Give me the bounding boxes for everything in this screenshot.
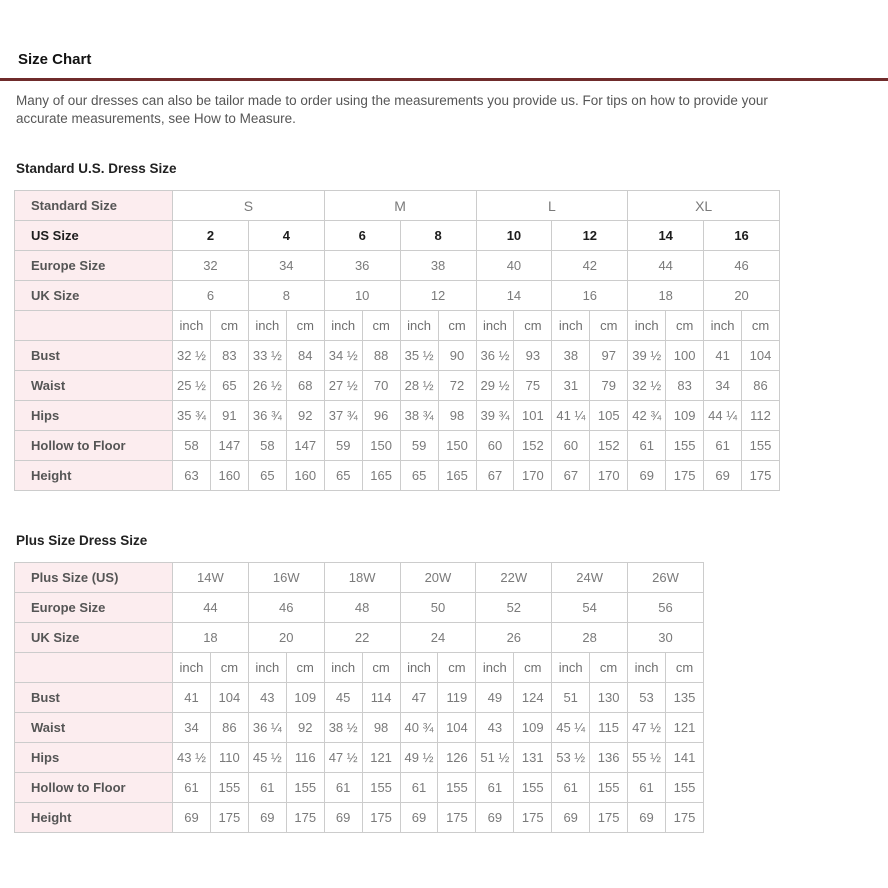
- size-value-cell: 2: [173, 221, 249, 251]
- measure-value-cell: 61: [476, 773, 514, 803]
- measure-value-cell: 47 ½: [628, 713, 666, 743]
- size-value-cell: 16W: [248, 563, 324, 593]
- unit-cell: cm: [514, 311, 552, 341]
- measure-value-cell: 91: [210, 401, 248, 431]
- unit-cell: inch: [324, 311, 362, 341]
- size-value-cell: 12: [552, 221, 628, 251]
- row-label-cell: Waist: [15, 371, 173, 401]
- measure-value-cell: 170: [514, 461, 552, 491]
- unit-cell: inch: [400, 311, 438, 341]
- size-value-cell: 38: [400, 251, 476, 281]
- measure-value-cell: 121: [665, 713, 703, 743]
- measure-value-cell: 155: [286, 773, 324, 803]
- measure-value-cell: 29 ½: [476, 371, 514, 401]
- measure-value-cell: 175: [286, 803, 324, 833]
- plus-table-heading: Plus Size Dress Size: [16, 533, 148, 548]
- unit-cell: inch: [324, 653, 362, 683]
- intro-line-1: Many of our dresses can also be tailor made to order using the measurements you provide us. For tips on how to provide your: [16, 93, 768, 108]
- measure-value-cell: 34: [173, 713, 211, 743]
- unit-cell: inch: [628, 653, 666, 683]
- measure-value-cell: 65: [400, 461, 438, 491]
- row-label-cell: Hollow to Floor: [15, 773, 173, 803]
- measure-value-cell: 45 ¼: [552, 713, 590, 743]
- size-value-cell: 44: [173, 593, 249, 623]
- measure-value-cell: 147: [286, 431, 324, 461]
- measure-value-cell: 38 ½: [324, 713, 362, 743]
- measure-value-cell: 58: [248, 431, 286, 461]
- unit-cell: cm: [665, 653, 703, 683]
- measure-value-cell: 84: [286, 341, 324, 371]
- row-label-cell: Height: [15, 803, 173, 833]
- unit-cell: cm: [362, 311, 400, 341]
- measure-value-cell: 34 ½: [324, 341, 362, 371]
- measure-value-cell: 147: [210, 431, 248, 461]
- size-value-cell: 20W: [400, 563, 476, 593]
- measure-value-cell: 28 ½: [400, 371, 438, 401]
- measure-value-cell: 70: [362, 371, 400, 401]
- measure-value-cell: 53: [628, 683, 666, 713]
- measure-value-cell: 61: [173, 773, 211, 803]
- size-row: [15, 623, 704, 653]
- standard-table-heading: Standard U.S. Dress Size: [16, 161, 177, 176]
- row-label-cell: Waist: [15, 713, 173, 743]
- measure-value-cell: 136: [590, 743, 628, 773]
- measure-value-cell: 150: [362, 431, 400, 461]
- measure-value-cell: 152: [590, 431, 628, 461]
- measure-value-cell: 51: [552, 683, 590, 713]
- measure-value-cell: 175: [742, 461, 780, 491]
- measure-row: [15, 773, 704, 803]
- measure-value-cell: 175: [590, 803, 628, 833]
- measure-value-cell: 175: [210, 803, 248, 833]
- measure-value-cell: 109: [286, 683, 324, 713]
- measure-value-cell: 40 ¾: [400, 713, 438, 743]
- row-label-cell: US Size: [15, 221, 173, 251]
- measure-value-cell: 61: [400, 773, 438, 803]
- measure-value-cell: 69: [400, 803, 438, 833]
- size-value-cell: 14: [476, 281, 552, 311]
- size-value-cell: 20: [704, 281, 780, 311]
- measure-value-cell: 39 ¾: [476, 401, 514, 431]
- size-value-cell: 30: [628, 623, 704, 653]
- unit-cell: cm: [362, 653, 400, 683]
- unit-cell: cm: [286, 311, 324, 341]
- unit-cell: cm: [590, 311, 628, 341]
- size-value-cell: 14: [628, 221, 704, 251]
- measure-row: [15, 683, 704, 713]
- measure-value-cell: 49: [476, 683, 514, 713]
- unit-cell: cm: [210, 653, 248, 683]
- measure-value-cell: 155: [514, 773, 552, 803]
- measure-value-cell: 37 ¾: [324, 401, 362, 431]
- measure-value-cell: 61: [324, 773, 362, 803]
- size-value-cell: 26: [476, 623, 552, 653]
- row-label-cell: Bust: [15, 341, 173, 371]
- measure-value-cell: 69: [704, 461, 742, 491]
- measure-value-cell: 130: [590, 683, 628, 713]
- measure-row: [15, 803, 704, 833]
- measure-value-cell: 114: [362, 683, 400, 713]
- size-value-cell: 12: [400, 281, 476, 311]
- size-group-cell: S: [173, 191, 325, 221]
- measure-value-cell: 175: [362, 803, 400, 833]
- size-value-cell: 14W: [173, 563, 249, 593]
- row-label-cell: Hips: [15, 743, 173, 773]
- unit-cell: cm: [210, 311, 248, 341]
- measure-value-cell: 61: [248, 773, 286, 803]
- measure-value-cell: 160: [210, 461, 248, 491]
- measure-value-cell: 86: [210, 713, 248, 743]
- size-row: [15, 281, 780, 311]
- measure-value-cell: 115: [590, 713, 628, 743]
- row-label-cell: UK Size: [15, 281, 173, 311]
- measure-value-cell: 152: [514, 431, 552, 461]
- measure-value-cell: 38 ¾: [400, 401, 438, 431]
- measure-value-cell: 41 ¼: [552, 401, 590, 431]
- measure-row: [15, 401, 780, 431]
- size-row: [15, 251, 780, 281]
- empty-label-cell: [15, 653, 173, 683]
- measure-value-cell: 155: [742, 431, 780, 461]
- measure-value-cell: 72: [438, 371, 476, 401]
- measure-row: [15, 371, 780, 401]
- unit-cell: inch: [476, 653, 514, 683]
- size-value-cell: 42: [552, 251, 628, 281]
- measure-row: [15, 743, 704, 773]
- measure-value-cell: 42 ¾: [628, 401, 666, 431]
- measure-value-cell: 79: [590, 371, 628, 401]
- measure-value-cell: 61: [552, 773, 590, 803]
- row-label-cell: Bust: [15, 683, 173, 713]
- measure-value-cell: 51 ½: [476, 743, 514, 773]
- measure-value-cell: 65: [248, 461, 286, 491]
- measure-value-cell: 98: [362, 713, 400, 743]
- measure-value-cell: 69: [248, 803, 286, 833]
- measure-value-cell: 59: [324, 431, 362, 461]
- measure-value-cell: 53 ½: [552, 743, 590, 773]
- measure-value-cell: 170: [590, 461, 628, 491]
- measure-value-cell: 83: [210, 341, 248, 371]
- size-value-cell: 48: [324, 593, 400, 623]
- measure-value-cell: 75: [514, 371, 552, 401]
- measure-value-cell: 41: [704, 341, 742, 371]
- unit-cell: inch: [400, 653, 438, 683]
- measure-value-cell: 65: [210, 371, 248, 401]
- measure-row: [15, 713, 704, 743]
- unit-cell: inch: [552, 653, 590, 683]
- measure-value-cell: 175: [514, 803, 552, 833]
- measure-value-cell: 27 ½: [324, 371, 362, 401]
- row-label-cell: Hollow to Floor: [15, 431, 173, 461]
- empty-label-cell: [15, 311, 173, 341]
- measure-value-cell: 47: [400, 683, 438, 713]
- size-value-cell: 26W: [628, 563, 704, 593]
- size-value-cell: 16: [552, 281, 628, 311]
- size-value-cell: 18: [173, 623, 249, 653]
- measure-row: [15, 431, 780, 461]
- measure-value-cell: 69: [552, 803, 590, 833]
- unit-cell: cm: [666, 311, 704, 341]
- unit-cell: inch: [552, 311, 590, 341]
- group-header-row: [15, 191, 780, 221]
- measure-value-cell: 69: [476, 803, 514, 833]
- measure-value-cell: 112: [742, 401, 780, 431]
- size-value-cell: 34: [248, 251, 324, 281]
- measure-value-cell: 96: [362, 401, 400, 431]
- measure-value-cell: 109: [666, 401, 704, 431]
- size-value-cell: 54: [552, 593, 628, 623]
- measure-value-cell: 45: [324, 683, 362, 713]
- measure-value-cell: 155: [438, 773, 476, 803]
- measure-value-cell: 38: [552, 341, 590, 371]
- size-value-cell: 10: [324, 281, 400, 311]
- measure-value-cell: 83: [666, 371, 704, 401]
- row-label-cell: Europe Size: [15, 251, 173, 281]
- measure-value-cell: 67: [476, 461, 514, 491]
- measure-value-cell: 31: [552, 371, 590, 401]
- size-row: [15, 221, 780, 251]
- measure-value-cell: 47 ½: [324, 743, 362, 773]
- measure-value-cell: 34: [704, 371, 742, 401]
- measure-value-cell: 69: [324, 803, 362, 833]
- unit-cell: cm: [286, 653, 324, 683]
- unit-cell: inch: [248, 311, 286, 341]
- size-value-cell: 10: [476, 221, 552, 251]
- measure-value-cell: 105: [590, 401, 628, 431]
- measure-value-cell: 119: [438, 683, 476, 713]
- row-label-cell: UK Size: [15, 623, 173, 653]
- row-label-cell: Height: [15, 461, 173, 491]
- size-group-cell: L: [476, 191, 628, 221]
- standard-size-table: [14, 190, 780, 491]
- size-value-cell: 52: [476, 593, 552, 623]
- unit-cell: inch: [173, 653, 211, 683]
- plus-size-table: [14, 562, 704, 833]
- row-label-cell: Plus Size (US): [15, 563, 173, 593]
- measure-value-cell: 63: [173, 461, 211, 491]
- size-value-cell: 36: [324, 251, 400, 281]
- unit-cell: cm: [590, 653, 628, 683]
- measure-value-cell: 43 ½: [173, 743, 211, 773]
- measure-value-cell: 155: [362, 773, 400, 803]
- measure-value-cell: 160: [286, 461, 324, 491]
- size-value-cell: 44: [628, 251, 704, 281]
- measure-value-cell: 67: [552, 461, 590, 491]
- measure-value-cell: 86: [742, 371, 780, 401]
- measure-value-cell: 68: [286, 371, 324, 401]
- measure-value-cell: 104: [742, 341, 780, 371]
- measure-row: [15, 341, 780, 371]
- measure-value-cell: 155: [666, 431, 704, 461]
- measure-value-cell: 69: [628, 461, 666, 491]
- size-row: [15, 563, 704, 593]
- measure-value-cell: 150: [438, 431, 476, 461]
- measure-value-cell: 141: [665, 743, 703, 773]
- measure-value-cell: 101: [514, 401, 552, 431]
- size-value-cell: 50: [400, 593, 476, 623]
- measure-value-cell: 69: [173, 803, 211, 833]
- measure-value-cell: 175: [438, 803, 476, 833]
- measure-value-cell: 126: [438, 743, 476, 773]
- measure-value-cell: 109: [514, 713, 552, 743]
- measure-value-cell: 155: [665, 773, 703, 803]
- size-value-cell: 24: [400, 623, 476, 653]
- measure-value-cell: 43: [476, 713, 514, 743]
- intro-paragraph: [16, 92, 872, 127]
- measure-value-cell: 175: [666, 461, 704, 491]
- size-value-cell: 6: [324, 221, 400, 251]
- size-value-cell: 16: [704, 221, 780, 251]
- measure-value-cell: 25 ½: [173, 371, 211, 401]
- measure-value-cell: 93: [514, 341, 552, 371]
- measure-value-cell: 165: [362, 461, 400, 491]
- unit-cell: inch: [704, 311, 742, 341]
- measure-value-cell: 88: [362, 341, 400, 371]
- measure-value-cell: 104: [210, 683, 248, 713]
- measure-value-cell: 39 ½: [628, 341, 666, 371]
- measure-value-cell: 175: [665, 803, 703, 833]
- measure-value-cell: 60: [476, 431, 514, 461]
- size-value-cell: 56: [628, 593, 704, 623]
- measure-value-cell: 49 ½: [400, 743, 438, 773]
- size-group-cell: XL: [628, 191, 780, 221]
- size-value-cell: 40: [476, 251, 552, 281]
- size-value-cell: 18: [628, 281, 704, 311]
- size-value-cell: 8: [400, 221, 476, 251]
- corner-label-cell: Standard Size: [15, 191, 173, 221]
- standard-table-container: [14, 190, 888, 491]
- measure-value-cell: 44 ¼: [704, 401, 742, 431]
- unit-cell: cm: [742, 311, 780, 341]
- size-group-cell: M: [324, 191, 476, 221]
- measure-value-cell: 61: [628, 431, 666, 461]
- measure-value-cell: 59: [400, 431, 438, 461]
- measure-value-cell: 36 ¾: [248, 401, 286, 431]
- size-value-cell: 22: [324, 623, 400, 653]
- row-label-cell: Hips: [15, 401, 173, 431]
- measure-value-cell: 33 ½: [248, 341, 286, 371]
- measure-value-cell: 26 ½: [248, 371, 286, 401]
- page-title: Size Chart: [18, 51, 92, 68]
- size-value-cell: 18W: [324, 563, 400, 593]
- unit-header-row: [15, 311, 780, 341]
- size-row: [15, 593, 704, 623]
- measure-value-cell: 97: [590, 341, 628, 371]
- measure-value-cell: 43: [248, 683, 286, 713]
- measure-value-cell: 60: [552, 431, 590, 461]
- size-value-cell: 46: [248, 593, 324, 623]
- size-value-cell: 8: [248, 281, 324, 311]
- measure-value-cell: 92: [286, 401, 324, 431]
- measure-value-cell: 90: [438, 341, 476, 371]
- measure-value-cell: 55 ½: [628, 743, 666, 773]
- size-value-cell: 32: [173, 251, 249, 281]
- plus-table-container: [14, 562, 888, 833]
- title-underline-rule: [0, 78, 888, 81]
- measure-value-cell: 116: [286, 743, 324, 773]
- measure-row: [15, 461, 780, 491]
- unit-cell: cm: [438, 311, 476, 341]
- measure-value-cell: 100: [666, 341, 704, 371]
- measure-value-cell: 131: [514, 743, 552, 773]
- size-value-cell: 46: [704, 251, 780, 281]
- measure-value-cell: 32 ½: [628, 371, 666, 401]
- unit-cell: inch: [628, 311, 666, 341]
- measure-value-cell: 165: [438, 461, 476, 491]
- intro-line-2: accurate measurements, see How to Measure.: [16, 110, 296, 126]
- measure-value-cell: 121: [362, 743, 400, 773]
- size-value-cell: 4: [248, 221, 324, 251]
- measure-value-cell: 58: [173, 431, 211, 461]
- measure-value-cell: 110: [210, 743, 248, 773]
- measure-value-cell: 32 ½: [173, 341, 211, 371]
- measure-value-cell: 65: [324, 461, 362, 491]
- measure-value-cell: 92: [286, 713, 324, 743]
- unit-cell: inch: [173, 311, 211, 341]
- measure-value-cell: 61: [628, 773, 666, 803]
- measure-value-cell: 36 ¼: [248, 713, 286, 743]
- size-value-cell: 22W: [476, 563, 552, 593]
- measure-value-cell: 41: [173, 683, 211, 713]
- measure-value-cell: 61: [704, 431, 742, 461]
- unit-cell: inch: [248, 653, 286, 683]
- measure-value-cell: 35 ½: [400, 341, 438, 371]
- size-value-cell: 20: [248, 623, 324, 653]
- unit-cell: inch: [476, 311, 514, 341]
- row-label-cell: Europe Size: [15, 593, 173, 623]
- size-value-cell: 24W: [552, 563, 628, 593]
- measure-value-cell: 45 ½: [248, 743, 286, 773]
- measure-value-cell: 98: [438, 401, 476, 431]
- measure-value-cell: 69: [628, 803, 666, 833]
- size-value-cell: 6: [173, 281, 249, 311]
- unit-header-row: [15, 653, 704, 683]
- size-value-cell: 28: [552, 623, 628, 653]
- measure-value-cell: 36 ½: [476, 341, 514, 371]
- measure-value-cell: 104: [438, 713, 476, 743]
- measure-value-cell: 35 ¾: [173, 401, 211, 431]
- unit-cell: cm: [438, 653, 476, 683]
- unit-cell: cm: [514, 653, 552, 683]
- measure-value-cell: 135: [665, 683, 703, 713]
- measure-value-cell: 155: [210, 773, 248, 803]
- measure-value-cell: 124: [514, 683, 552, 713]
- measure-value-cell: 155: [590, 773, 628, 803]
